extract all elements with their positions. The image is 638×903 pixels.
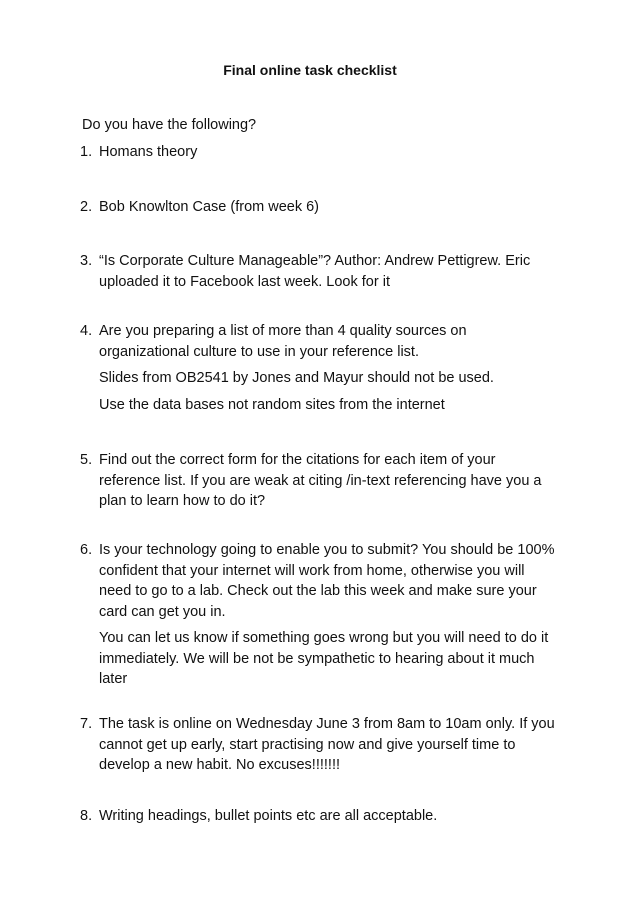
item-text: Is your technology going to enable you to submit? You should be 100% confident that your internet will work from home, otherwise you will need to go to a lab. Check out the lab this week and make sure your card can get you in. xyxy=(99,542,555,620)
checklist-item-6 xyxy=(80,540,560,690)
checklist-item-4 xyxy=(80,321,560,415)
checklist-item-7 xyxy=(80,714,560,776)
item-text: Writing headings, bullet points etc are all acceptable. xyxy=(99,808,438,824)
item-text: The task is online on Wednesday June 3 from 8am to 10am only. If you cannot get up early, start practising now and give yourself time to develop a new habit. No excuses!!!!!!! xyxy=(99,716,555,773)
item-text: “Is Corporate Culture Manageable”? Author: Andrew Pettigrew. Eric uploaded it to Facebook last week. Look for it xyxy=(99,253,531,290)
item-number: 8. xyxy=(80,808,93,824)
item-number: 5. xyxy=(80,452,93,468)
checklist-item-2 xyxy=(80,197,560,218)
item-text: Homans theory xyxy=(99,144,198,160)
document-title: Final online task checklist xyxy=(223,62,397,78)
item-text: Bob Knowlton Case (from week 6) xyxy=(99,199,320,215)
item-number: 4. xyxy=(80,323,93,339)
item-number: 1. xyxy=(80,144,93,160)
item-number: 6. xyxy=(80,542,93,558)
item-number: 7. xyxy=(80,716,93,732)
item-text: Slides from OB2541 by Jones and Mayur should not be used. xyxy=(99,370,494,386)
checklist-item-5 xyxy=(80,450,560,512)
checklist-item-8 xyxy=(80,806,560,827)
checklist-item-3 xyxy=(80,251,560,292)
item-text: Find out the correct form for the citations for each item of your reference list. If you are weak at citing /in-text referencing have you a plan to learn how to do it? xyxy=(99,452,542,509)
item-number: 3. xyxy=(80,253,93,269)
item-text: You can let us know if something goes wrong but you will need to do it immediately. We will be not be sympathetic to hearing about it much later xyxy=(99,630,549,687)
item-text: Use the data bases not random sites from the internet xyxy=(99,396,445,413)
checklist-item-1 xyxy=(80,142,560,163)
intro-text: Do you have the following? xyxy=(82,117,257,133)
item-text: Are you preparing a list of more than 4 quality sources on organizational culture to use in your reference list. xyxy=(99,323,467,360)
item-number: 2. xyxy=(80,199,93,215)
